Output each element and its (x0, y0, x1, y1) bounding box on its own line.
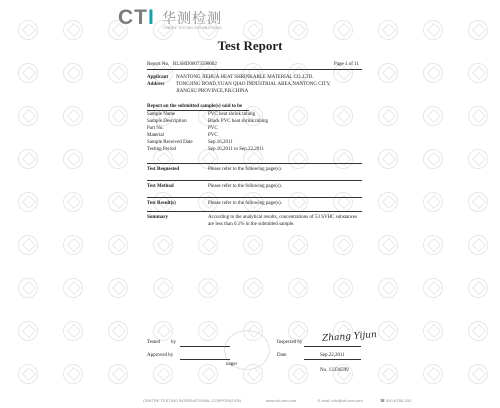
divider (147, 180, 362, 181)
test-method-value: Please refer to the following page(s). (208, 184, 282, 189)
test-results-value: Please refer to the following page(s). (208, 201, 282, 206)
watermark-icon (468, 321, 488, 341)
test-results-label: Test Result(s) (147, 201, 176, 206)
date-value: Sep.22,2011 (320, 353, 345, 358)
tested-by-line (180, 346, 230, 347)
serial-number: No. 13336599 (320, 368, 349, 373)
sample-row-value: Black PVC heat shrink tubing (208, 119, 268, 124)
watermark-icon (378, 149, 398, 169)
watermark-icon (18, 149, 38, 169)
sample-heading: Report on the submitted sample(s) said to be (147, 104, 243, 109)
manager-fragment: nager (226, 362, 238, 367)
tested-by-label: Tested (147, 340, 160, 345)
watermark-icon (378, 278, 398, 298)
watermark-icon (198, 364, 218, 384)
inspected-by-label: Inspected by (277, 340, 303, 345)
footer-phone-icon: ☎ (380, 398, 385, 403)
sample-row-label: Sample Received Date (147, 140, 193, 145)
divider (147, 69, 362, 70)
watermark-icon (423, 192, 443, 212)
watermark-icon (288, 20, 308, 40)
sample-row-value: Sep.16,2011 to Sep.22,2011 (208, 147, 265, 152)
watermark-icon (288, 192, 308, 212)
watermark-icon (108, 321, 128, 341)
sample-row-label: Sample Description (147, 119, 187, 124)
watermark-icon (378, 235, 398, 255)
date-line (304, 359, 361, 360)
watermark-icon (288, 235, 308, 255)
watermark-icon (288, 149, 308, 169)
watermark-icon (333, 106, 353, 126)
watermark-icon (153, 278, 173, 298)
sample-row-value: PVC heat shrink tubing (208, 112, 256, 117)
watermark-icon (63, 192, 83, 212)
sample-row-label: Sample Name (147, 112, 176, 117)
watermark-icon (153, 321, 173, 341)
footer-company: CENTRE TESTING INTERNATIONAL CORPORATION (143, 398, 242, 403)
applicant-value: NANTONG JIEHUA HEAT SHRINKABLE MATERIAL CO.,LTD. (176, 75, 314, 80)
page-info: Page 1 of 11 (334, 62, 359, 67)
page-title: Test Report (217, 38, 283, 53)
divider (147, 197, 362, 198)
watermark-icon (468, 106, 488, 126)
watermark-icon (198, 235, 218, 255)
sample-row-label: Part No. (147, 126, 164, 131)
watermark-icon (423, 63, 443, 83)
watermark-icon (423, 278, 443, 298)
summary-line2: are less than 0.1% in the submitted sample. (208, 222, 295, 227)
watermark-icon (108, 192, 128, 212)
watermark-icon (378, 106, 398, 126)
watermark-icon (153, 235, 173, 255)
watermark-icon (333, 149, 353, 169)
date-label: Date (277, 353, 287, 358)
applicant-label: Applicant (147, 75, 169, 80)
watermark-icon (108, 106, 128, 126)
watermark-icon (333, 20, 353, 40)
watermark-icon (18, 235, 38, 255)
footer-email: E-mail: info@cti-cert.com (318, 398, 363, 403)
watermark-icon (63, 20, 83, 40)
sample-row-value: PVC (208, 126, 218, 131)
watermark-icon (378, 20, 398, 40)
watermark-icon (378, 192, 398, 212)
signature: Zhang Yijun (321, 330, 378, 344)
watermark-icon (468, 149, 488, 169)
logo-chinese-name: 华测检测 (162, 11, 222, 27)
watermark-icon (108, 63, 128, 83)
watermark-icon (18, 20, 38, 40)
watermark-icon (423, 364, 443, 384)
watermark-icon (333, 278, 353, 298)
watermark-icon (18, 278, 38, 298)
footer-website: www.cti-cert.com (266, 398, 297, 403)
watermark-icon (108, 149, 128, 169)
address-label: Address (147, 82, 165, 87)
footer-hotline: 400-6788-333 (386, 398, 411, 403)
watermark-icon (468, 278, 488, 298)
watermark-icon (153, 364, 173, 384)
watermark-icon (423, 149, 443, 169)
watermark-icon (18, 63, 38, 83)
watermark-icon (288, 364, 308, 384)
sample-row-label: Material (147, 133, 164, 138)
watermark-icon (423, 235, 443, 255)
watermark-icon (378, 364, 398, 384)
approved-by-label: Approved by (147, 353, 174, 358)
watermark-icon (243, 235, 263, 255)
watermark-icon (288, 321, 308, 341)
watermark-icon (288, 278, 308, 298)
watermark-icon (468, 235, 488, 255)
watermark-icon (63, 235, 83, 255)
watermark-icon (18, 192, 38, 212)
watermark-icon (18, 106, 38, 126)
test-requested-value: Please refer to the following page(s). (208, 167, 282, 172)
watermark-icon (378, 321, 398, 341)
watermark-icon (63, 278, 83, 298)
watermark-icon (243, 20, 263, 40)
logo-subtitle: CENTRE TESTING INTERNATIONAL (163, 26, 223, 30)
watermark-icon (333, 192, 353, 212)
watermark-icon (333, 235, 353, 255)
watermark-icon (423, 106, 443, 126)
watermark-icon (468, 192, 488, 212)
watermark-icon (423, 321, 443, 341)
sample-row-value: PVC (208, 133, 218, 138)
watermark-icon (63, 364, 83, 384)
watermark-icon (108, 278, 128, 298)
report-no: RLSHD00073590002 (173, 62, 217, 67)
divider (147, 211, 362, 212)
watermark-icon (423, 20, 443, 40)
inspected-by-line (304, 346, 361, 347)
summary-line1: According to the analytical results, concentrations of 53 SVHC substances (208, 215, 358, 220)
watermark-icon (468, 63, 488, 83)
watermark-icon (198, 321, 218, 341)
watermark-icon (288, 106, 308, 126)
sample-heading-underline (147, 110, 249, 111)
divider (147, 163, 362, 164)
watermark-icon (468, 20, 488, 40)
watermark-icon (63, 149, 83, 169)
watermark-icon (63, 321, 83, 341)
approved-by-line (180, 359, 230, 360)
address-line2: JIANGSU PROVINCE,P.R.CHINA (176, 89, 249, 94)
watermark-icon (333, 364, 353, 384)
watermark-icon (198, 278, 218, 298)
watermark-icon (63, 63, 83, 83)
watermark-icon (468, 364, 488, 384)
watermark-icon (378, 63, 398, 83)
watermark-icon (63, 106, 83, 126)
sample-row-label: Testing Period (147, 147, 176, 152)
logo-brand: CTI (118, 6, 155, 29)
summary-label: Summary (147, 215, 169, 220)
report-no-label: Report No. (147, 62, 170, 67)
watermark-icon (18, 321, 38, 341)
footer (0, 396, 500, 408)
watermark-icon (108, 364, 128, 384)
address-line1: TONGJING ROAD,YUAN QIAO INDUSTRIAL AREA,NANTONG CITY, (176, 82, 331, 87)
sample-row-value: Sep.16,2011 (208, 140, 233, 145)
test-requested-label: Test Requested (147, 167, 180, 172)
tested-by-suffix: by (171, 340, 176, 345)
watermark-icon (18, 364, 38, 384)
watermark-icon (243, 278, 263, 298)
watermark-icon (108, 235, 128, 255)
test-method-label: Test Method (147, 184, 174, 189)
